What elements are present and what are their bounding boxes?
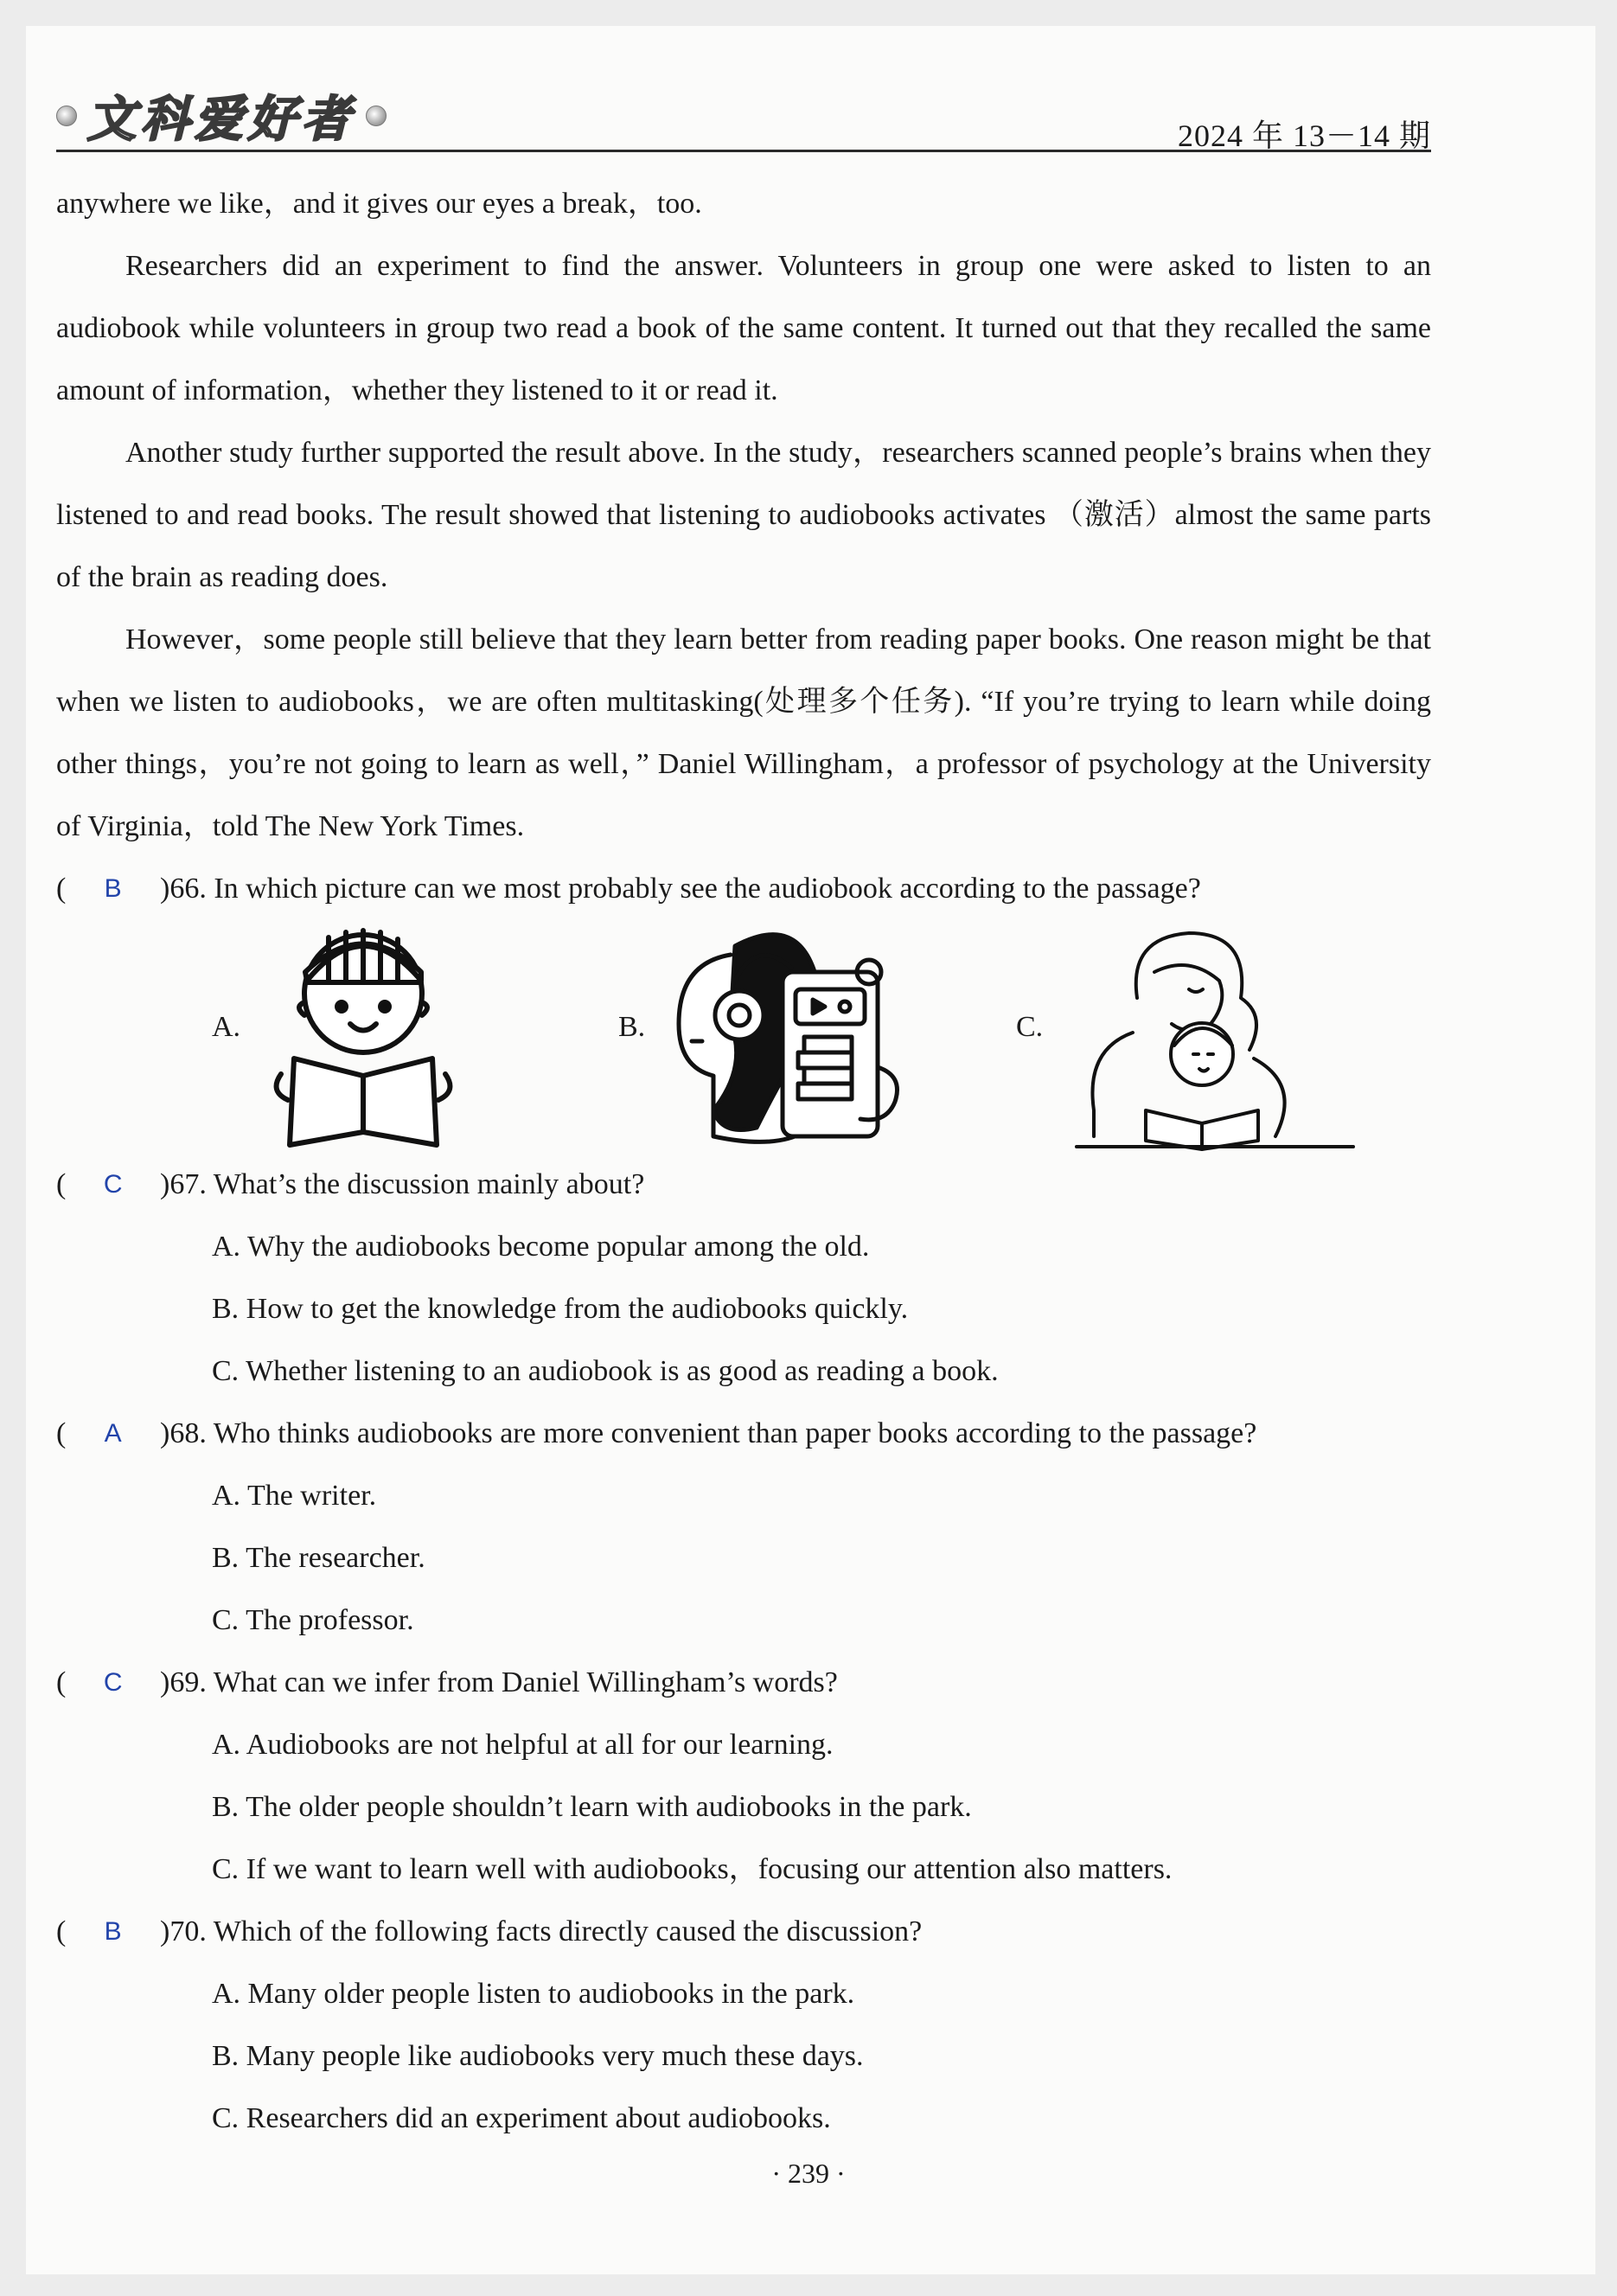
- magazine-logo: [56, 86, 387, 146]
- picture-b-label: B.: [618, 1011, 646, 1043]
- picture-options: [56, 920, 1431, 1154]
- question-69: [56, 1652, 1431, 1714]
- option: B. The older people shouldn’t learn with audiobooks in the park.: [212, 1791, 972, 1823]
- question-text: )67. What’s the discussion mainly about?: [160, 1168, 645, 1200]
- option: B. Many people like audiobooks very much these days.: [212, 2040, 864, 2072]
- paragraph: Researchers did an experiment to find the answer. Volunteers in group one were asked to listen to an audiobook while volunteers in group two read a book of the same content. It turned out that they recalled the same amount of information，whether they listened to it or read it.: [56, 250, 1431, 406]
- article-body: [56, 173, 1431, 2150]
- answer-slot: ( A: [56, 1403, 160, 1465]
- question-text: )70. Which of the following facts directly caused the discussion?: [160, 1915, 923, 1947]
- picture-a: [212, 920, 489, 1154]
- picture-c-label: C.: [1016, 1011, 1044, 1043]
- page-number: · 239 ·: [771, 2158, 846, 2189]
- paragraph: anywhere we like，and it gives our eyes a break，too.: [56, 188, 702, 220]
- option: C. Whether listening to an audiobook is as good as reading a book.: [212, 1355, 999, 1387]
- picture-b: [618, 920, 930, 1154]
- question-text: )68. Who thinks audiobooks are more convenient than paper books according to the passage?: [160, 1417, 1257, 1449]
- option: A. Why the audiobooks become popular among the old.: [212, 1231, 870, 1263]
- answer-mark: A: [104, 1419, 122, 1448]
- option: C. Researchers did an experiment about audiobooks.: [212, 2102, 831, 2134]
- issue-number: 2024 年 13－14 期: [1177, 118, 1431, 153]
- question-66: [56, 858, 1431, 920]
- question-68: [56, 1403, 1431, 1465]
- person-with-headphones-phone-icon: [618, 920, 930, 1154]
- logo-dot-icon: [366, 106, 387, 126]
- answer-mark: B: [104, 874, 122, 903]
- option: B. The researcher.: [212, 1542, 425, 1574]
- answer-slot: ( B: [56, 1901, 160, 1963]
- question-text: )66. In which picture can we most probably see the audiobook according to the passage?: [160, 873, 1201, 905]
- answer-mark: B: [104, 1917, 122, 1946]
- answer-slot: ( C: [56, 1652, 160, 1714]
- option: A. Audiobooks are not helpful at all for our learning.: [212, 1729, 834, 1761]
- option: A. Many older people listen to audiobooks in the park.: [212, 1978, 855, 2010]
- question-70: [56, 1901, 1431, 1963]
- page-header: [56, 82, 1431, 152]
- answer-slot: ( C: [56, 1154, 160, 1216]
- paragraph: Another study further supported the result above. In the study，researchers scanned people’s brains when they listened to and read books. The result showed that listening to audiobooks activates （激活）almost the same parts of the brain as reading does.: [56, 437, 1431, 593]
- question-text: )69. What can we infer from Daniel Willingham’s words?: [160, 1666, 838, 1698]
- picture-c: [1016, 920, 1379, 1154]
- option: B. How to get the knowledge from the audiobooks quickly.: [212, 1293, 909, 1325]
- picture-a-label: A.: [212, 1011, 241, 1043]
- question-67: [56, 1154, 1431, 1216]
- answer-mark: C: [103, 1170, 123, 1199]
- answer-slot: ( B: [56, 858, 160, 920]
- option: C. The professor.: [212, 1604, 414, 1636]
- boy-reading-book-icon: [212, 920, 489, 1154]
- logo-dot-icon: [56, 106, 77, 126]
- option: A. The writer.: [212, 1480, 377, 1512]
- logo-text: 文科爱好者: [87, 92, 355, 148]
- answer-mark: C: [103, 1668, 123, 1697]
- paragraph: However，some people still believe that they learn better from reading paper books. One reason might be that when we listen to audiobooks，we are often multitasking(处理多个任务). “If you’re trying to learn while doing other things，you’re not going to learn as well，” Daniel Willingham，a professor of psychology at the University of Virginia，told The New York Times.: [56, 624, 1431, 842]
- mother-child-reading-icon: [1016, 920, 1379, 1154]
- option: C. If we want to learn well with audiobooks，focusing our attention also matters.: [212, 1853, 1173, 1885]
